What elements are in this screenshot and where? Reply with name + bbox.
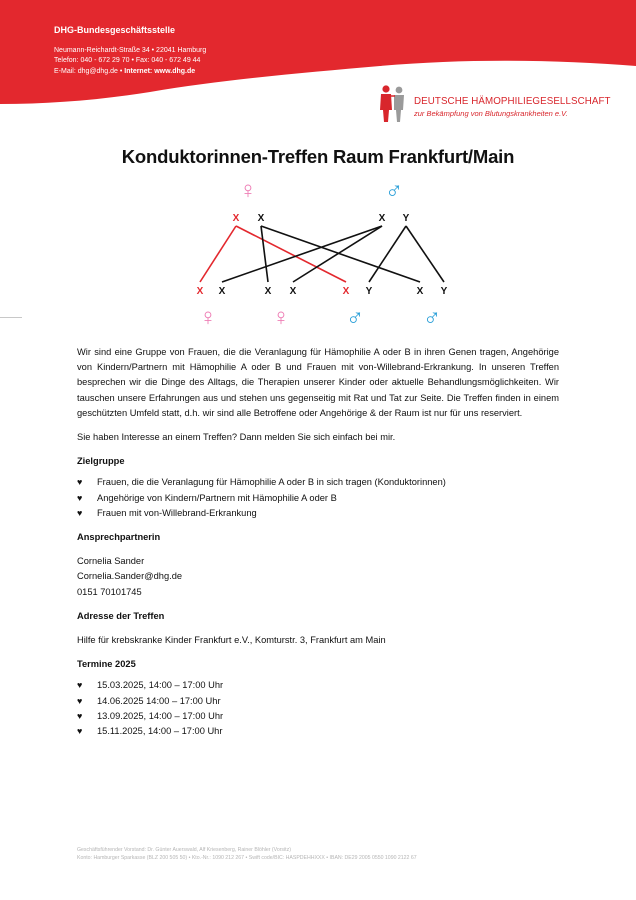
list-item: ♥ 14.06.2025 14:00 – 17:00 Uhr [77, 694, 559, 709]
child-allele-2-2: X [289, 286, 297, 297]
logo-name: DEUTSCHE HÄMOPHILIEGESELLSCHAFT [414, 95, 611, 107]
diagram-lines [200, 226, 444, 282]
female-symbol-icon: ♀ [239, 177, 257, 204]
footer-bank-line: Konto: Hamburger Sparkasse (BLZ 200 505 50) • Kto.-Nr.: 1090 212 267 • Swift code/BIC: HASPDEHHXXX • IBAN: DE29 2005 0550 1090 2122 67 [77, 855, 417, 861]
child-allele-1-2: X [218, 286, 226, 297]
line-mother-x1-child1 [200, 226, 236, 282]
meeting-address-heading: Adresse der Treffen [77, 610, 165, 621]
invite-text: Sie haben Interesse an einem Treffen? Dann melden Sie sich einfach bei mir. [77, 432, 396, 443]
line-father-y-child3 [369, 226, 406, 282]
document-body [77, 345, 559, 739]
inheritance-diagram [0, 0, 636, 340]
footer [77, 846, 417, 862]
org-address: Neumann-Reichardt-Straße 34 • 22041 Hamburg [54, 47, 207, 54]
line-father-x-child2 [293, 226, 382, 282]
parent-allele-2-1: X [378, 213, 386, 224]
intro-paragraph: Wir sind eine Gruppe von Frauen, die die Veranlagung für Hämophilie A oder B in ihren Genen tragen, Angehörige von Kindern/Partnern mit Hämophilie A oder B und Frauen mit von-Willebrand-Erkrankung. In unseren Treffen besprechen wir die Dinge des Alltags, die Therapien unserer Kinder oder aktuelle Behandlungsmöglichkeiten. Wir tauschen unsere Erfahrungen aus und stehen uns gegenseitig mit Rat und Tat zur Seite. Die Treffen finden in einem geschützten Umfeld statt, d.h. wir sind alle Betroffene oder Angehörige & der Raum ist nur für uns reserviert. [77, 347, 559, 418]
list-item: ♥ Angehörige von Kindern/Partnern mit Hämophilie A oder B [77, 491, 559, 506]
parent-allele-2-2: Y [402, 213, 410, 224]
line-mother-x1-child3 [236, 226, 346, 282]
child-allele-3-2: Y [365, 286, 373, 297]
logo-subtitle: zur Bekämpfung von Blutungskrankheiten e.V. [414, 109, 568, 118]
heart-icon: ♥ [77, 710, 83, 721]
line-mother-x2-child4 [261, 226, 420, 282]
heart-icon: ♥ [77, 726, 83, 737]
dates-heading: Termine 2025 [77, 659, 136, 670]
list-item: ♥ Frauen mit von-Willebrand-Erkrankung [77, 506, 559, 521]
org-internet[interactable]: Internet: www.dhg.de [124, 68, 196, 75]
dates-list [77, 678, 559, 739]
list-item: ♥ Frauen, die die Veranlagung für Hämophilie A oder B in sich tragen (Konduktorinnen) [77, 475, 559, 490]
heart-icon: ♥ [77, 477, 83, 488]
child-allele-3-1: X [342, 286, 350, 297]
male-symbol-icon: ♂ [385, 177, 403, 204]
list-item: ♥ 13.09.2025, 14:00 – 17:00 Uhr [77, 709, 559, 724]
heart-icon: ♥ [77, 695, 83, 706]
footer-board-line: Geschäftsführender Vorstand: Dr. Günter Auerswald, Alf Kriesenberg, Rainer Blöhler (Vorsitz) [77, 847, 291, 853]
margin-mark [0, 317, 22, 318]
male-symbol-icon: ♂ [346, 304, 364, 331]
contact-heading: Ansprechpartnerin [77, 532, 161, 543]
child-allele-4-1: X [416, 286, 424, 297]
female-symbol-icon: ♀ [272, 304, 290, 331]
document-title: Konduktorinnen-Treffen Raum Frankfurt/Main [121, 146, 515, 167]
org-phone-fax: Telefon: 040 - 672 29 70 • Fax: 040 - 672 49 44 [54, 57, 201, 64]
contact-name: Cornelia Sander [77, 556, 145, 567]
target-group-heading: Zielgruppe [77, 456, 125, 467]
heart-icon: ♥ [77, 492, 83, 503]
parent-allele-1-2: X [257, 213, 265, 224]
female-symbol-icon: ♀ [199, 304, 217, 331]
male-symbol-icon: ♂ [423, 304, 441, 331]
contact-email[interactable]: Cornelia.Sander@dhg.de [77, 571, 183, 582]
heart-icon: ♥ [77, 507, 83, 518]
org-title: DHG-Bundesgeschäftsstelle [54, 25, 176, 35]
line-mother-x2-child2 [261, 226, 268, 282]
org-email[interactable]: E-Mail: dhg@dhg.de [54, 68, 118, 75]
heart-icon: ♥ [77, 680, 83, 691]
child-allele-4-2: Y [440, 286, 448, 297]
org-contact-line: E-Mail: dhg@dhg.de • Internet: www.dhg.de [54, 68, 196, 75]
child-allele-1-1: X [196, 286, 204, 297]
list-item: ♥ 15.11.2025, 14:00 – 17:00 Uhr [77, 724, 559, 739]
list-item: ♥ 15.03.2025, 14:00 – 17:00 Uhr [77, 678, 559, 693]
line-father-x-child1 [222, 226, 382, 282]
contact-phone: 0151 70101745 [77, 586, 142, 597]
meeting-address: Hilfe für krebskranke Kinder Frankfurt e.V., Komturstr. 3, Frankfurt am Main [77, 635, 386, 646]
line-father-y-child4 [406, 226, 444, 282]
child-allele-2-1: X [264, 286, 272, 297]
parent-allele-1-1: X [232, 213, 240, 224]
target-group-list [77, 475, 559, 521]
